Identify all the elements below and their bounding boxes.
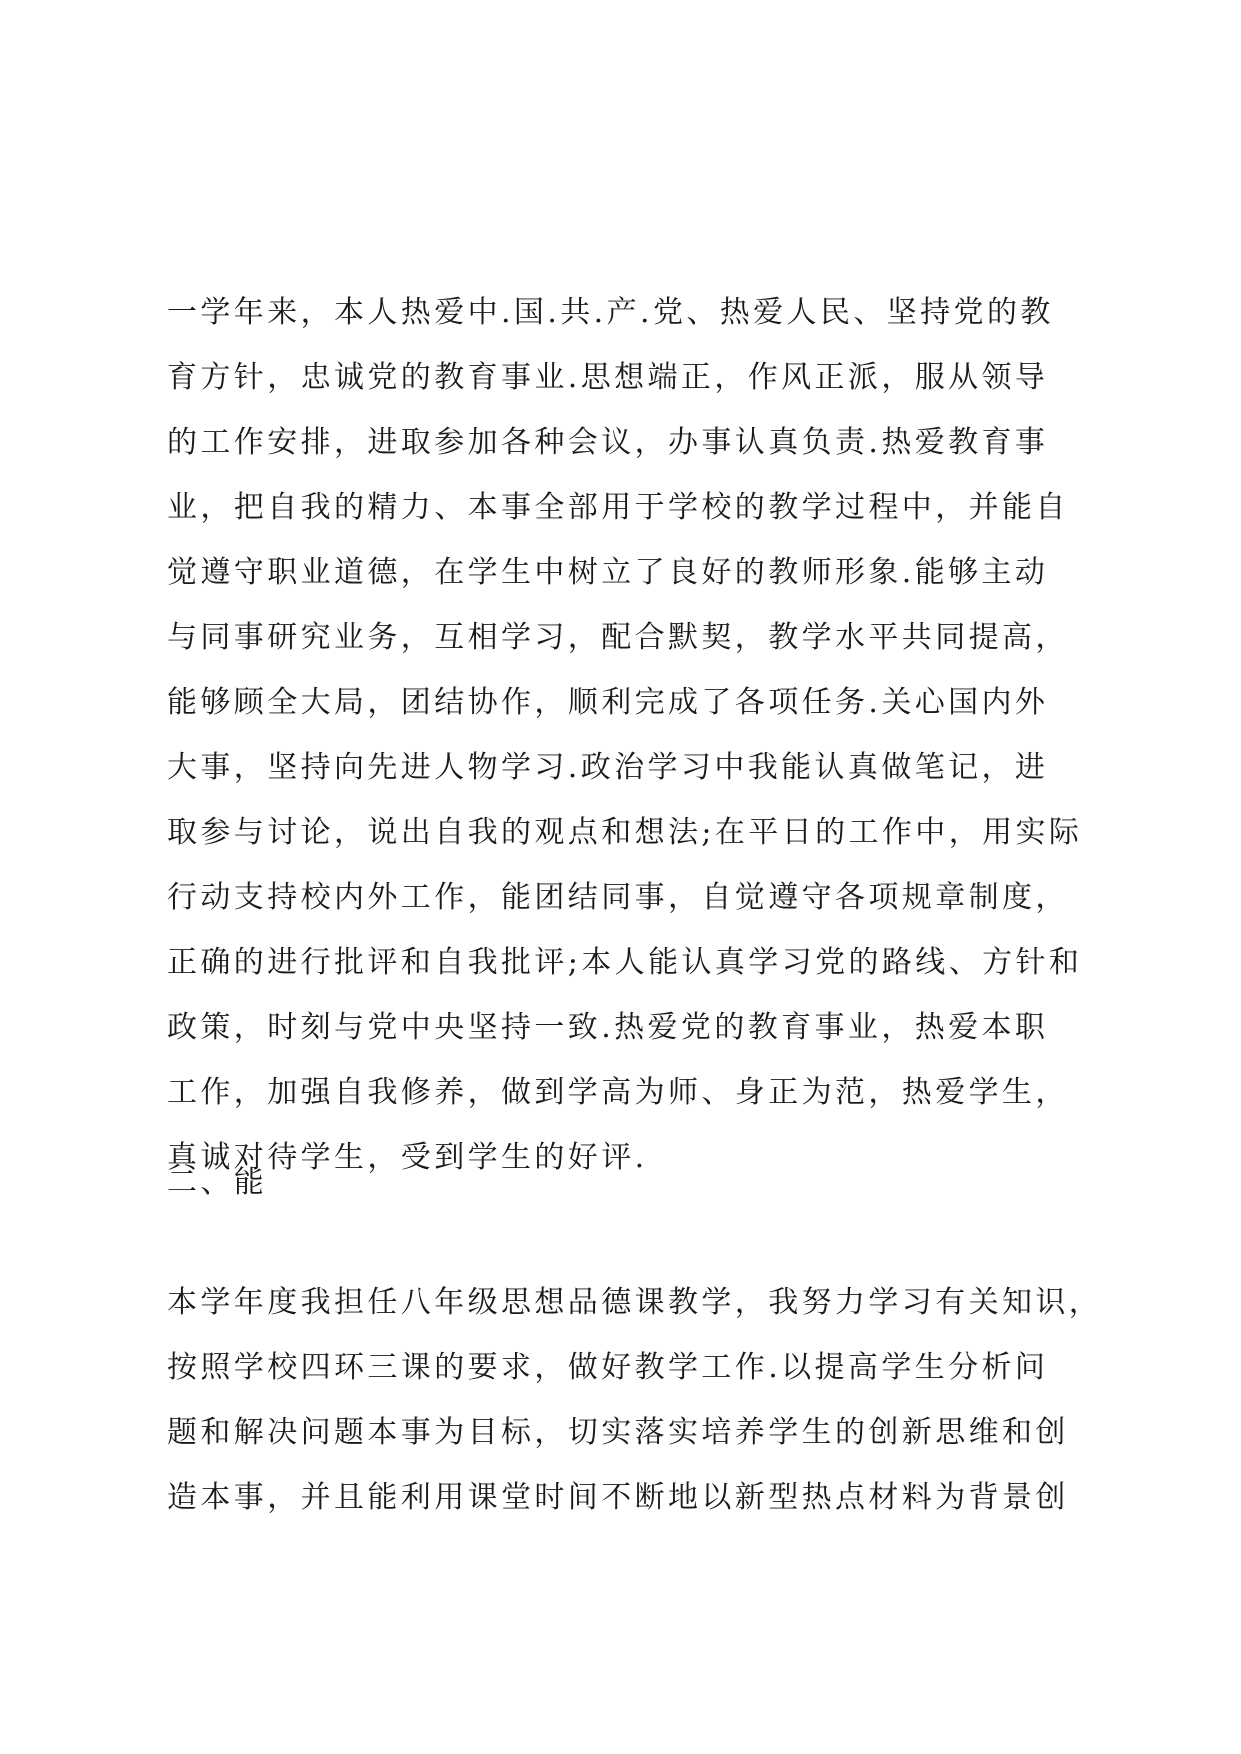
paragraph-line: 业，把自我的精力、本事全部用于学校的教学过程中，并能自 xyxy=(167,490,1069,525)
paragraph-line: 工作，加强自我修养，做到学高为师、身正为范，热爱学生， xyxy=(167,1075,1069,1110)
paragraph-line: 觉遵守职业道德，在学生中树立了良好的教师形象.能够主动 xyxy=(167,555,1049,590)
paragraph-line: 取参与讨论，说出自我的观点和想法;在平日的工作中，用实际 xyxy=(167,815,1083,850)
paragraph-line: 的工作安排，进取参加各种会议，办事认真负责.热爱教育事 xyxy=(167,425,1049,460)
paragraph-1 xyxy=(167,280,1083,1190)
paragraph-line: 造本事，并且能利用课堂时间不断地以新型热点材料为背景创 xyxy=(167,1480,1069,1515)
section-heading-text: 二、能 xyxy=(167,1165,268,1200)
paragraph-line: 能够顾全大局，团结协作，顺利完成了各项任务.关心国内外 xyxy=(167,685,1049,720)
paragraph-line: 与同事研究业务，互相学习，配合默契，教学水平共同提高， xyxy=(167,620,1069,655)
paragraph-line: 真诚对待学生，受到学生的好评. xyxy=(167,1140,648,1175)
paragraph-2 xyxy=(167,1270,1103,1530)
paragraph-line: 大事，坚持向先进人物学习.政治学习中我能认真做笔记，进 xyxy=(167,750,1049,785)
section-heading xyxy=(167,1150,1077,1215)
paragraph-line: 按照学校四环三课的要求，做好教学工作.以提高学生分析问 xyxy=(167,1350,1049,1385)
paragraph-line: 题和解决问题本事为目标，切实落实培养学生的创新思维和创 xyxy=(167,1415,1069,1450)
paragraph-line: 正确的进行批评和自我批评;本人能认真学习党的路线、方针和 xyxy=(167,945,1083,980)
paragraph-line: 行动支持校内外工作，能团结同事，自觉遵守各项规章制度， xyxy=(167,880,1069,915)
paragraph-line: 育方针，忠诚党的教育事业.思想端正，作风正派，服从领导 xyxy=(167,360,1049,395)
paragraph-line: 政策，时刻与党中央坚持一致.热爱党的教育事业，热爱本职 xyxy=(167,1010,1049,1045)
paragraph-line: 一学年来，本人热爱中.国.共.产.党、热爱人民、坚持党的教 xyxy=(167,295,1054,330)
paragraph-line: 本学年度我担任八年级思想品德课教学，我努力学习有关知识， xyxy=(167,1285,1103,1320)
